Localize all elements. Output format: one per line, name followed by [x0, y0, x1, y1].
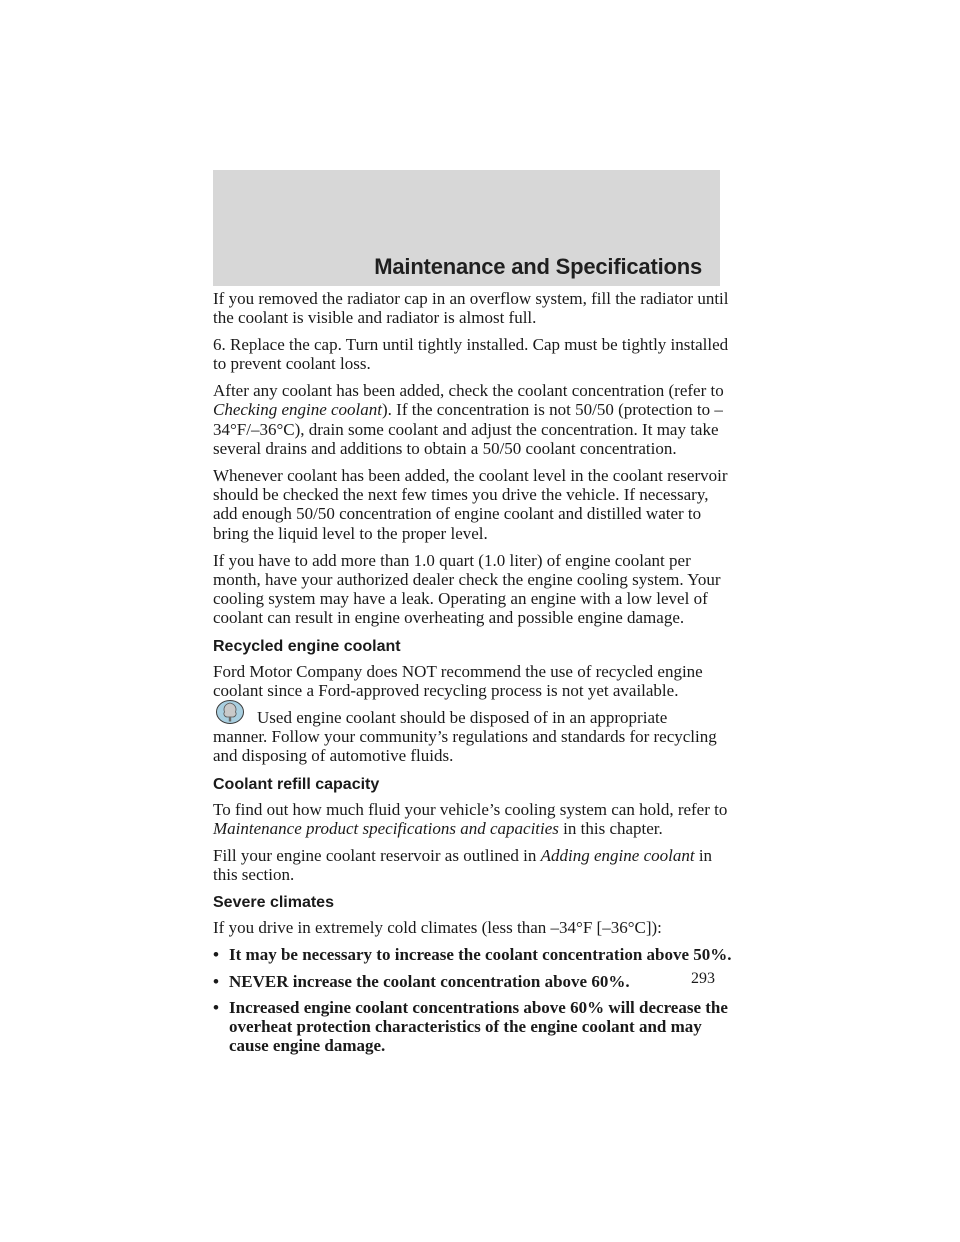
reference-link-adding-coolant: Adding engine coolant: [540, 845, 695, 865]
paragraph-capacity-1: [213, 800, 733, 839]
heading-refill-capacity: Coolant refill capacity: [213, 775, 380, 793]
list-item: [213, 972, 733, 991]
section-title: Maintenance and Specifications: [374, 254, 702, 279]
heading-recycled-coolant: Recycled engine coolant: [213, 637, 401, 655]
recycle-tree-icon: [215, 698, 245, 726]
text: Used engine coolant should be disposed of in an appropriate: [257, 707, 668, 727]
page-number: 293: [691, 970, 715, 987]
list-item-text: It may be necessary to increase the coolant concentration above 50%.: [229, 945, 732, 965]
list-item: [213, 945, 733, 964]
list-item-text: NEVER increase the coolant concentration above 60%.: [229, 971, 630, 991]
text: in this section.: [213, 845, 713, 885]
bullet-icon: •: [213, 997, 219, 1017]
text: in this chapter.: [558, 819, 663, 839]
paragraph-climates-intro: If you drive in extremely cold climates (less than –34°F [–36°C]):: [213, 918, 662, 938]
section-header: [213, 170, 720, 286]
text: To find out how much fluid your vehicle’s cooling system can hold, refer to: [213, 799, 728, 819]
text: After any coolant has been added, check the coolant concentration (refer to: [213, 381, 724, 401]
paragraph-recycled-1: Ford Motor Company does NOT recommend the use of recycled engine coolant since a Ford-approved recycling process is not yet available.: [213, 661, 703, 701]
text: ). If the concentration is not 50/50 (protection to –34°F/–36°C), drain some coolant and adjust the concentration. It may take several drains and additions to obtain a 50/50 coolant concentration.: [213, 400, 723, 459]
paragraph-add-more: If you have to add more than 1.0 quart (1.0 liter) of engine coolant per month, have your authorized dealer check the engine cooling system. Your cooling system may have a leak. Operating an engine with a low level of coolant can result in engine overheating and possible engine damage.: [213, 550, 721, 628]
list-item: [213, 998, 733, 1056]
text: Fill your engine coolant reservoir as outlined in: [213, 845, 541, 865]
bullet-icon: •: [213, 971, 219, 991]
bullet-icon: •: [213, 945, 219, 965]
page-content: [213, 289, 733, 1063]
paragraph-check-level: Whenever coolant has been added, the coolant level in the coolant reservoir should be checked the next few times you drive the vehicle. If necessary, add enough 50/50 concentration of engine coolant and distilled water to bring the liquid level to the proper level.: [213, 465, 728, 543]
text: manner. Follow your community’s regulations and standards for recycling and disposing of automotive fluids.: [213, 727, 717, 766]
paragraph-concentration: [213, 381, 733, 458]
paragraph-replace-cap: 6. Replace the cap. Turn until tightly installed. Cap must be tightly installed to prevent coolant loss.: [213, 335, 729, 374]
reference-link-checking-coolant: Checking engine coolant: [213, 400, 383, 420]
reference-link-specifications: Maintenance product specifications and capacities: [213, 819, 559, 839]
bullet-list: [213, 945, 733, 1055]
list-item-text: Increased engine coolant concentrations above 60% will decrease the overheat protection characteristics of the engine coolant and may cause engine damage.: [229, 997, 728, 1056]
paragraph-capacity-2: [213, 846, 733, 885]
paragraph-recycled-2: [213, 708, 733, 766]
heading-severe-climates: Severe climates: [213, 894, 334, 912]
paragraph-radiator-fill: If you removed the radiator cap in an overflow system, fill the radiator until the coolant is visible and radiator is almost full.: [213, 289, 729, 328]
